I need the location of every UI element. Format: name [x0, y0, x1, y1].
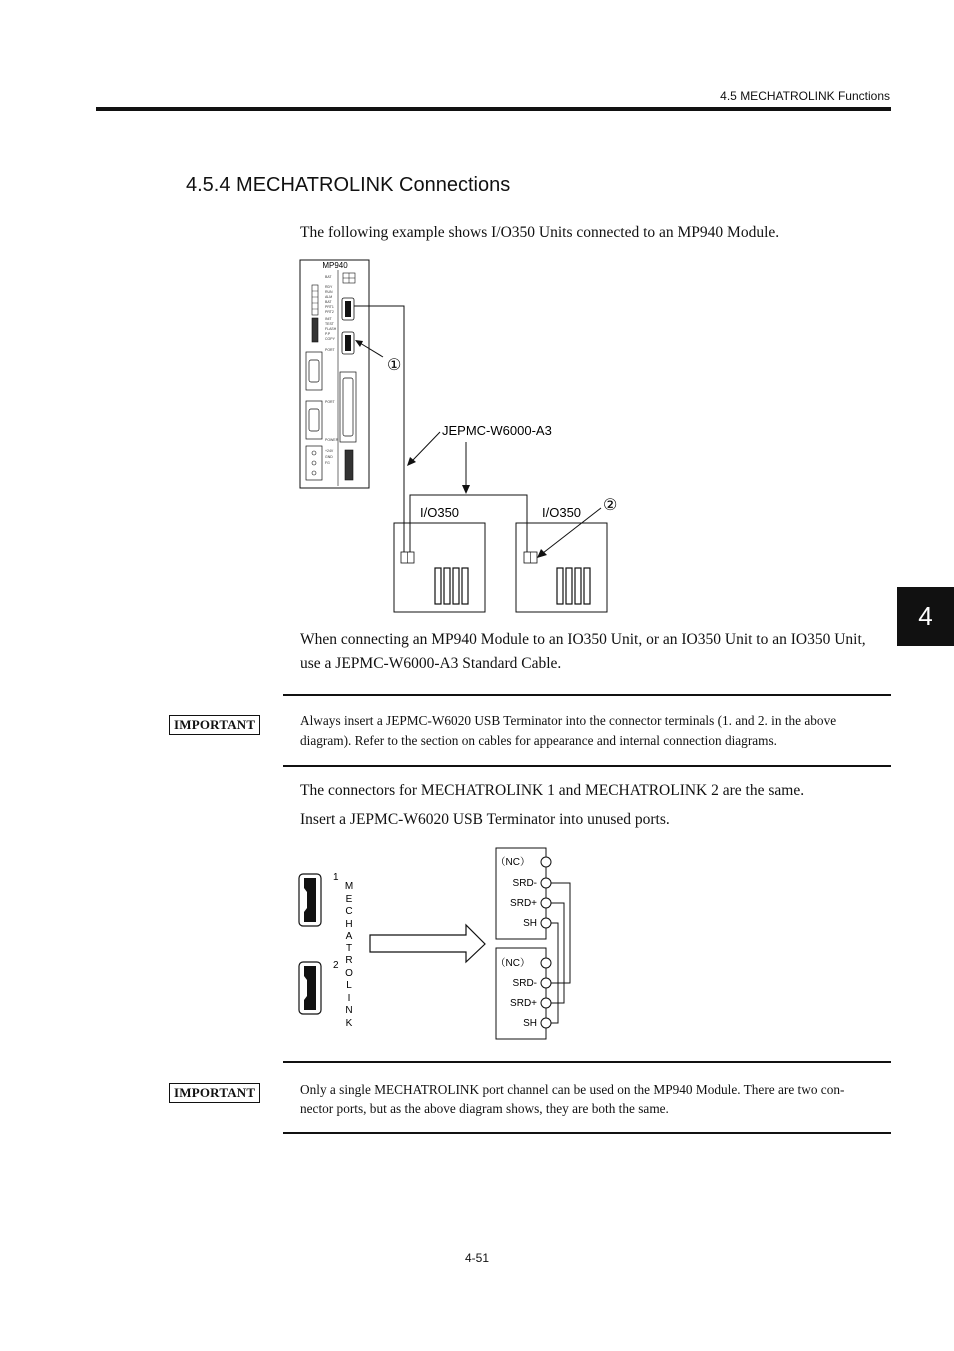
- vertical-letter: K: [345, 1018, 353, 1029]
- cable-label: JEPMC-W6000-A3: [442, 423, 552, 438]
- cable-paragraph-line1: When connecting an MP940 Module to an IO350 Unit, or an IO350 Unit to an IO350 Unit,: [300, 631, 866, 648]
- tiny-label: RDY: [325, 285, 333, 289]
- page-number: 4-51: [464, 1251, 490, 1265]
- tiny-label: PORT: [325, 348, 335, 352]
- important2-rule-top: [283, 1061, 891, 1063]
- chapter-tab: 4: [897, 587, 954, 646]
- vertical-letter: O: [345, 968, 353, 979]
- tiny-label: TEST: [325, 322, 334, 326]
- intro-paragraph: The following example shows I/O350 Units connected to an MP940 Module.: [300, 224, 780, 241]
- tiny-label: INIT: [325, 317, 332, 321]
- vertical-letter: I: [347, 993, 351, 1004]
- vertical-letter: T: [345, 943, 353, 954]
- connection-diagram: [290, 255, 630, 620]
- important-text-line2: diagram). Refer to the section on cables for appearance and internal connection diagrams.: [300, 733, 778, 748]
- tiny-label: PRT1: [325, 305, 334, 309]
- header-rule: [96, 107, 891, 111]
- running-header: 4.5 MECHATROLINK Functions: [720, 89, 890, 103]
- important-rule-top: [283, 694, 891, 696]
- terminator-paragraph: Insert a JEPMC-W6020 USB Terminator into unused ports.: [300, 811, 670, 828]
- vertical-letter: L: [346, 980, 352, 991]
- marker-2: ②: [603, 497, 618, 514]
- vertical-letter: A: [345, 931, 353, 942]
- important2-text-line1: Only a single MECHATROLINK port channel can be used on the MP940 Module. There are two con-: [300, 1082, 845, 1097]
- pin-label: SRD+: [510, 898, 537, 909]
- pin-label: （NC）: [495, 958, 530, 969]
- tiny-label: PORT: [325, 400, 335, 404]
- pin-label: SH: [523, 1018, 537, 1029]
- marker-1: ①: [387, 357, 402, 374]
- tiny-label: GND: [325, 455, 333, 459]
- mechatrolink-connector-2: [299, 962, 321, 1014]
- important-rule-bottom: [283, 765, 891, 767]
- important-badge-2: IMPORTANT: [169, 1083, 260, 1103]
- unit-1-label: I/O350: [420, 505, 460, 520]
- mp940-module: [300, 260, 369, 488]
- terminator-diagram: [290, 840, 590, 1040]
- pin-label: SRD-: [512, 878, 537, 889]
- mp940-label: MP940: [322, 261, 348, 270]
- vertical-letter: N: [345, 1005, 353, 1016]
- section-title: 4.5.4 MECHATROLINK Connections: [186, 174, 511, 196]
- pin-label: SRD+: [510, 998, 537, 1009]
- tiny-label: P.P: [325, 332, 331, 336]
- unit-2-label: I/O350: [542, 505, 582, 520]
- cable-paragraph-line2: use a JEPMC-W6000-A3 Standard Cable.: [300, 655, 562, 672]
- mechatrolink-connector-1: [299, 874, 321, 926]
- important-badge: IMPORTANT: [169, 715, 260, 735]
- pin-label: SRD-: [512, 978, 537, 989]
- tiny-label: POWER: [325, 438, 339, 442]
- tiny-label: +24V: [325, 449, 334, 453]
- important2-rule-bottom: [283, 1132, 891, 1134]
- tiny-label: BAT: [325, 275, 332, 279]
- tiny-label: BAT: [325, 300, 332, 304]
- big-arrow-icon: [370, 925, 485, 962]
- tiny-label: FLASH: [325, 327, 337, 331]
- vertical-letter: E: [345, 894, 353, 905]
- important2-text-line2: nector ports, but as the above diagram shows, they are both the same.: [300, 1101, 669, 1116]
- vertical-letter: R: [345, 955, 353, 966]
- port-2-number: 2: [333, 960, 339, 971]
- port-1-number: 1: [333, 872, 339, 883]
- tiny-label: RUN: [325, 290, 333, 294]
- vertical-letter: C: [345, 906, 353, 917]
- connectors-paragraph: The connectors for MECHATROLINK 1 and MECHATROLINK 2 are the same.: [300, 782, 805, 799]
- vertical-letter: M: [344, 881, 354, 892]
- tiny-label: ALM: [325, 295, 333, 299]
- tiny-label: PRT2: [325, 310, 334, 314]
- pin-label: （NC）: [495, 857, 530, 868]
- important-text-line1: Always insert a JEPMC-W6020 USB Terminator into the connector terminals (1. and 2. in the above: [300, 713, 837, 728]
- tiny-label: FG: [325, 461, 330, 465]
- pin-label: SH: [523, 918, 537, 929]
- vertical-letter: H: [345, 919, 353, 930]
- tiny-label: COPY: [325, 337, 335, 341]
